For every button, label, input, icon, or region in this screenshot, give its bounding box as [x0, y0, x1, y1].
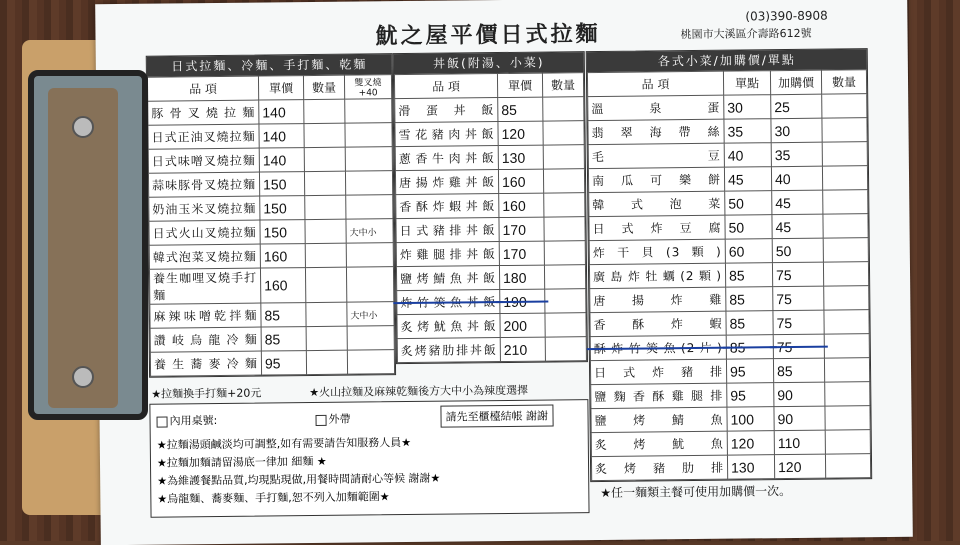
ramen-row	[149, 267, 393, 305]
sides-item-name: 日式炸豆腐	[589, 215, 725, 240]
ramen-item-name: 蒜味豚骨叉燒拉麵	[148, 172, 259, 197]
ramen-item-price: 150	[259, 172, 304, 196]
ramen-item-price: 150	[260, 220, 305, 244]
sides-item-name: 鹽烤鯖魚	[591, 407, 727, 432]
sides-row	[590, 286, 869, 313]
rice-item-price: 210	[500, 337, 545, 361]
sides-single-price: 30	[724, 95, 771, 119]
restaurant-title: 魷之屋平價日式拉麵	[375, 20, 601, 50]
ramen-section-header: 日式拉麵、冷麵、手打麵、乾麵	[147, 54, 392, 77]
takeout-checkbox[interactable]	[315, 414, 326, 425]
sides-row	[591, 382, 870, 409]
ramen-qty-cell[interactable]	[305, 243, 346, 267]
sides-single-price: 85	[726, 335, 773, 359]
rice-row	[397, 289, 586, 315]
rice-table	[394, 72, 587, 363]
rivet-icon	[72, 116, 94, 138]
sides-single-price: 85	[726, 311, 773, 335]
sides-col-item: 品 項	[587, 71, 723, 96]
sides-addon-price: 50	[772, 238, 823, 263]
rice-qty-cell[interactable]	[543, 121, 584, 145]
ramen-item-price: 160	[260, 268, 305, 303]
sides-row	[590, 310, 869, 337]
sides-single-price: 40	[724, 143, 771, 167]
ramen-qty-cell[interactable]	[304, 147, 345, 171]
ramen-item-price: 150	[260, 196, 305, 220]
ramen-extra-cell[interactable]	[345, 147, 392, 171]
rice-item-name: 炙烤豬肋排丼飯	[397, 338, 500, 363]
sides-row	[588, 94, 867, 121]
sides-section-header: 各式小菜/加購價/單點	[587, 49, 867, 72]
takeout-label: 外帶	[328, 412, 351, 426]
rice-row	[395, 169, 584, 195]
ramen-item-price: 160	[260, 244, 305, 268]
phone-number: (03)390-8908	[745, 8, 828, 24]
sides-row	[589, 262, 868, 289]
sides-single-price: 120	[727, 431, 774, 455]
rice-qty-cell[interactable]	[544, 241, 585, 265]
sides-single-price: 130	[727, 455, 774, 479]
rice-qty-cell[interactable]	[545, 313, 586, 337]
sides-col-addon: 加購價	[770, 70, 821, 95]
sides-row	[591, 406, 870, 433]
rice-qty-cell[interactable]	[543, 169, 584, 193]
ramen-extra-cell[interactable]	[347, 326, 394, 350]
ramen-col-qty: 數量	[303, 75, 344, 99]
sides-qty-cell[interactable]	[825, 430, 870, 454]
addon-note: ★任一麵類主餐可使用加購價一次。	[600, 484, 792, 501]
sides-qty-cell[interactable]	[823, 214, 868, 238]
ramen-extra-cell[interactable]	[345, 171, 392, 195]
ramen-row	[148, 147, 392, 174]
order-note-1: ★拉麵湯頭鹹淡均可調整,如有需要請告知服務人員★	[156, 435, 412, 452]
order-info-box	[149, 399, 589, 518]
sides-addon-price: 75	[773, 334, 824, 359]
sides-row	[591, 454, 870, 481]
ramen-footer-note: ★拉麵換手打麵+20元	[151, 386, 262, 401]
rice-row	[396, 241, 585, 267]
sides-single-price: 50	[725, 215, 772, 239]
size-note: ★火山拉麵及麻辣乾麵後方大中小為辣度選擇	[309, 383, 529, 400]
rice-row	[396, 265, 585, 291]
ramen-item-price: 85	[261, 303, 306, 327]
rice-row	[396, 193, 585, 219]
sides-qty-cell[interactable]	[825, 382, 870, 406]
ramen-extra-cell[interactable]	[346, 195, 393, 219]
sides-item-name: 廣島炸牡蠣(2顆)	[589, 263, 725, 288]
ramen-extra-cell[interactable]	[346, 267, 393, 302]
rice-qty-cell[interactable]	[543, 145, 584, 169]
ramen-table	[147, 74, 395, 377]
sides-item-name: 日式炸豬排	[590, 359, 726, 384]
rice-item-name: 香酥炸蝦丼飯	[396, 194, 499, 219]
sides-addon-price: 40	[771, 166, 822, 191]
rice-qty-cell[interactable]	[545, 337, 586, 361]
rice-item-price: 190	[500, 289, 545, 313]
sides-row	[589, 190, 868, 217]
dine-in-option[interactable]	[156, 412, 217, 429]
sides-row	[589, 214, 868, 241]
sides-qty-cell[interactable]	[824, 310, 869, 334]
ramen-qty-cell[interactable]	[304, 123, 345, 147]
sides-item-name: 溫泉蛋	[588, 95, 724, 120]
sides-item-name: 唐揚炸雞	[590, 287, 726, 312]
ramen-qty-cell[interactable]	[306, 302, 347, 326]
sides-row	[590, 334, 869, 361]
rice-qty-cell[interactable]	[544, 193, 585, 217]
rice-item-price: 120	[498, 121, 543, 145]
sides-item-name: 翡翠海帶絲	[588, 119, 724, 144]
sides-addon-price: 45	[772, 214, 823, 239]
rice-qty-cell[interactable]	[544, 217, 585, 241]
sides-single-price: 35	[724, 119, 771, 143]
sides-addon-price: 120	[774, 454, 825, 479]
ramen-col-item: 品 項	[147, 76, 258, 101]
sides-item-name: 炙烤魷魚	[591, 431, 727, 456]
ramen-item-name: 日式正油叉燒拉麵	[148, 124, 259, 149]
sides-item-name: 韓式泡菜	[589, 191, 725, 216]
ramen-row	[148, 171, 392, 198]
rice-row	[395, 121, 584, 147]
rice-col-price: 單價	[497, 73, 542, 97]
ramen-row	[149, 195, 393, 222]
rice-item-price: 160	[498, 169, 543, 193]
sides-single-price: 85	[726, 287, 773, 311]
sides-single-price: 60	[725, 239, 772, 263]
sides-single-price: 45	[724, 167, 771, 191]
rice-col-item: 品 項	[394, 74, 497, 99]
ramen-item-price: 140	[259, 124, 304, 148]
rice-item-name: 滑蛋丼飯	[395, 98, 498, 123]
rice-item-price: 160	[499, 193, 544, 217]
sides-row	[589, 238, 868, 265]
checkout-note: 請先至櫃檯結帳 謝謝	[440, 404, 553, 427]
sides-addon-price: 85	[773, 358, 824, 383]
ramen-row	[149, 219, 393, 246]
sides-qty-cell[interactable]	[825, 454, 870, 478]
rice-section	[393, 51, 588, 364]
sides-item-name: 毛豆	[588, 143, 724, 168]
sides-qty-cell[interactable]	[824, 286, 869, 310]
sides-qty-cell[interactable]	[825, 406, 870, 430]
sides-qty-cell[interactable]	[824, 334, 869, 358]
ramen-row	[150, 350, 394, 377]
ramen-item-name: 日式味噌叉燒拉麵	[148, 148, 259, 173]
sides-item-name: 南瓜可樂餅	[588, 167, 724, 192]
sides-row	[590, 358, 869, 385]
rice-item-price: 180	[499, 265, 544, 289]
menu-sheet	[95, 0, 913, 545]
ramen-item-name: 豚骨叉燒拉麵	[148, 100, 259, 125]
sides-col-single: 單點	[723, 71, 770, 95]
rice-item-name: 唐揚炸雞丼飯	[395, 170, 498, 195]
sides-single-price: 50	[725, 191, 772, 215]
sides-item-name: 酥炸竹筴魚(2片)	[590, 335, 726, 360]
ramen-extra-cell[interactable]	[346, 219, 393, 243]
sides-qty-cell[interactable]	[822, 142, 867, 166]
ramen-row	[148, 123, 392, 150]
sides-addon-price: 75	[773, 310, 824, 335]
sides-addon-price: 90	[774, 406, 825, 431]
sides-item-name: 香酥炸蝦	[590, 311, 726, 336]
rice-item-name: 炸雞腿排丼飯	[396, 242, 499, 267]
ramen-section	[146, 53, 396, 378]
ramen-extra-cell[interactable]	[346, 243, 393, 267]
ramen-extra-cell[interactable]	[345, 99, 392, 123]
sides-addon-price: 30	[771, 118, 822, 143]
ramen-row	[149, 243, 393, 270]
rice-item-price: 170	[499, 217, 544, 241]
ramen-item-name: 奶油玉米叉燒拉麵	[149, 196, 260, 221]
sides-row	[588, 118, 867, 145]
ramen-qty-cell[interactable]	[306, 350, 347, 374]
sides-single-price: 100	[727, 407, 774, 431]
ramen-item-price: 85	[261, 327, 306, 351]
sides-qty-cell[interactable]	[824, 358, 869, 382]
address: 桃園市大溪區介壽路612號	[680, 26, 812, 42]
rice-qty-cell[interactable]	[543, 97, 584, 121]
sides-single-price: 85	[725, 263, 772, 287]
rice-item-name: 炙烤魷魚丼飯	[397, 314, 500, 339]
sides-qty-cell[interactable]	[823, 238, 868, 262]
rice-row	[396, 217, 585, 243]
takeout-option[interactable]	[315, 411, 350, 427]
rice-item-name: 蔥香牛肉丼飯	[395, 146, 498, 171]
rice-row	[397, 337, 586, 363]
ramen-qty-cell[interactable]	[306, 326, 347, 350]
sides-item-name: 鹽麴香酥雞腿排	[591, 383, 727, 408]
sides-row	[588, 166, 867, 193]
sides-row	[588, 142, 867, 169]
ramen-row	[148, 99, 392, 126]
ramen-row	[150, 326, 394, 353]
ramen-item-name: 養生蕎麥冷麵	[150, 351, 261, 376]
size-mark: 大中小	[349, 227, 377, 239]
sides-addon-price: 75	[773, 286, 824, 311]
rice-item-name: 炸竹筴魚丼飯	[397, 290, 500, 315]
rice-row	[395, 145, 584, 171]
rice-qty-cell[interactable]	[544, 265, 585, 289]
sides-addon-price: 110	[774, 430, 825, 455]
ramen-item-price: 140	[259, 148, 304, 172]
rice-item-name: 日式豬排丼飯	[396, 218, 499, 243]
rice-item-price: 130	[498, 145, 543, 169]
rice-col-qty: 數量	[542, 73, 583, 97]
dine-in-checkbox[interactable]	[157, 416, 168, 427]
sides-qty-cell[interactable]	[822, 94, 867, 118]
ramen-qty-cell[interactable]	[305, 195, 346, 219]
ramen-item-price: 140	[259, 100, 304, 124]
ramen-item-name: 養生咖哩叉燒手打麵	[149, 268, 260, 304]
rice-item-name: 雪花豬肉丼飯	[395, 122, 498, 147]
ramen-row	[150, 302, 394, 329]
sides-row	[591, 430, 870, 457]
order-note-4: ★烏龍麵、蕎麥麵、手打麵,恕不列入加麵範圍★	[157, 490, 390, 506]
dine-in-label: 內用桌號:	[169, 414, 218, 428]
sides-addon-price: 45	[772, 190, 823, 215]
rice-item-price: 170	[499, 241, 544, 265]
clipboard-clip	[28, 70, 148, 420]
ramen-qty-cell[interactable]	[304, 99, 345, 123]
ramen-qty-cell[interactable]	[304, 171, 345, 195]
sides-addon-price: 90	[774, 382, 825, 407]
ramen-qty-cell[interactable]	[305, 267, 346, 302]
ramen-extra-cell[interactable]	[345, 123, 392, 147]
sides-qty-cell[interactable]	[823, 262, 868, 286]
ramen-extra-cell[interactable]	[347, 350, 394, 374]
rice-section-header: 丼飯(附湯、小菜)	[394, 52, 584, 74]
sides-col-qty: 數量	[821, 70, 866, 94]
rice-row	[395, 97, 584, 123]
ramen-qty-cell[interactable]	[305, 219, 346, 243]
ramen-item-price: 95	[261, 351, 306, 375]
sides-qty-cell[interactable]	[823, 190, 868, 214]
sides-item-name: 炸干貝(3顆)	[589, 239, 725, 264]
rivet-icon	[72, 366, 94, 388]
rice-item-price: 200	[500, 313, 545, 337]
sides-addon-price: 25	[771, 94, 822, 119]
rice-item-price: 85	[498, 97, 543, 121]
sides-qty-cell[interactable]	[822, 118, 867, 142]
sides-single-price: 95	[727, 383, 774, 407]
rice-row	[397, 313, 586, 339]
ramen-col-extra: 雙叉燒 +40	[344, 75, 391, 99]
sides-single-price: 95	[726, 359, 773, 383]
sides-table	[587, 69, 871, 481]
order-note-2: ★拉麵加麵請留湯底一律加 細麵 ★	[156, 454, 327, 470]
rice-qty-cell[interactable]	[545, 289, 586, 313]
ramen-item-name: 讚岐烏龍冷麵	[150, 327, 261, 352]
ramen-item-name: 日式火山叉燒拉麵	[149, 220, 260, 245]
sides-section	[586, 48, 872, 482]
order-note-3: ★為維護餐點品質,均現點現做,用餐時間請耐心等候 謝謝★	[157, 471, 441, 488]
sides-addon-price: 75	[772, 262, 823, 287]
ramen-item-name: 韓式泡菜叉燒拉麵	[149, 244, 260, 269]
sides-item-name: 炙烤豬肋排	[591, 455, 727, 480]
ramen-extra-cell[interactable]	[347, 302, 394, 326]
sides-addon-price: 35	[771, 142, 822, 167]
ramen-col-price: 單價	[258, 76, 303, 100]
ramen-item-name: 麻辣味噌乾拌麵	[150, 303, 261, 328]
sides-qty-cell[interactable]	[822, 166, 867, 190]
size-mark: 大中小	[350, 310, 378, 322]
rice-item-name: 鹽烤鯖魚丼飯	[396, 266, 499, 291]
